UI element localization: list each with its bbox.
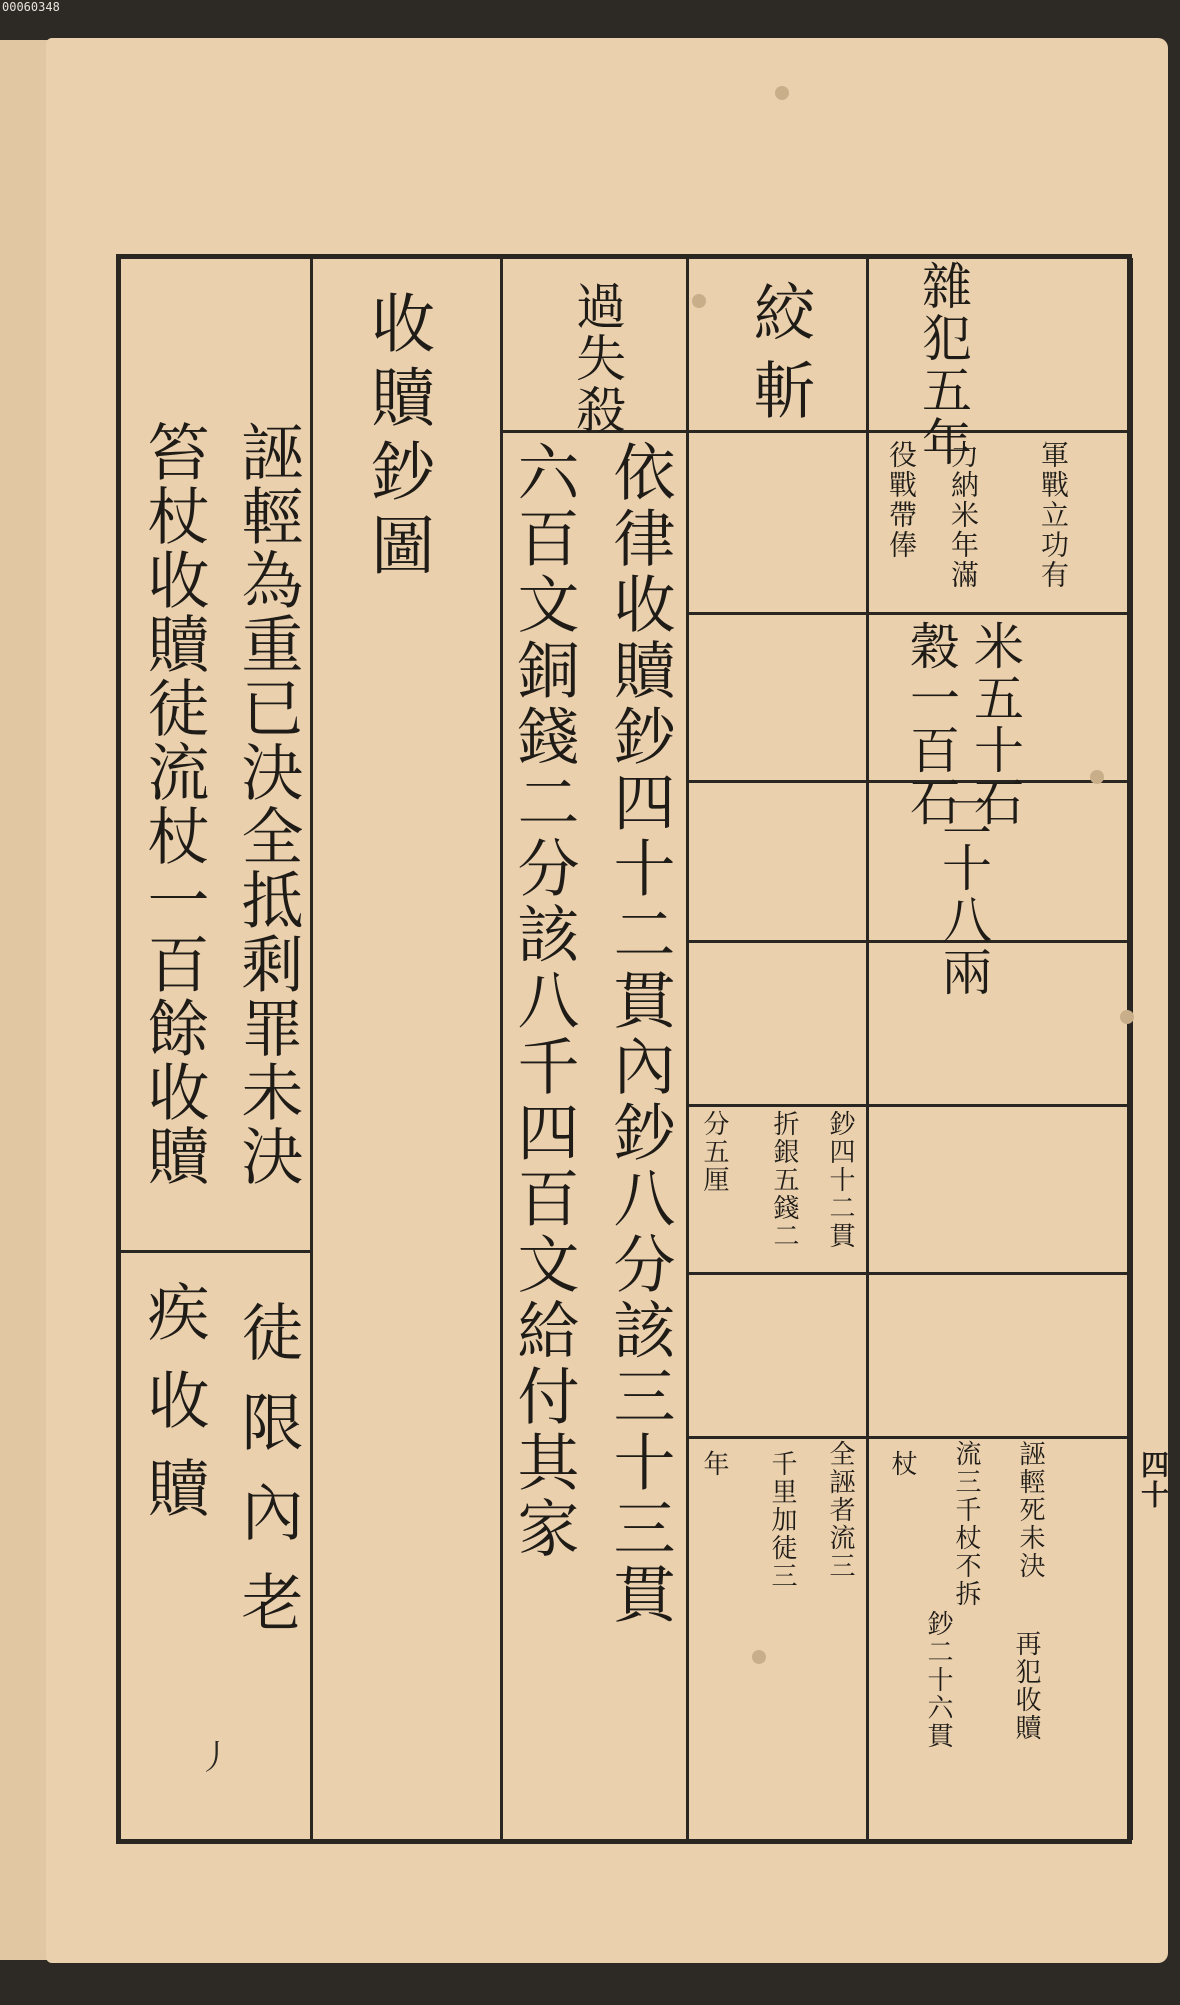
note-g2: 鈔二十六貫 [923, 1610, 953, 1750]
col-left-top: 誣輕為重已決全抵剩罪未決 [231, 420, 304, 1188]
header-col3: 雜犯五年 [914, 260, 972, 468]
ink-blot: 丿 [198, 1738, 232, 1778]
note-e3: 杖 [887, 1450, 917, 1478]
grid-line [686, 940, 1132, 943]
grid-line [686, 1436, 1132, 1439]
note-b2: 穀一百石 [902, 620, 960, 828]
grid-line [686, 612, 1132, 615]
main-text-2: 六百文銅錢二分該八千四百文給付其家 [507, 440, 580, 1562]
paper-hole [752, 1650, 766, 1664]
col-far-left-bottom: 疾收贖 [137, 1280, 210, 1544]
column-divider [686, 258, 689, 1840]
note-b1: 米五十石 [966, 620, 1024, 828]
note-d3: 分五厘 [699, 1110, 729, 1194]
col-left-bottom: 徒限內老 [231, 1300, 304, 1660]
grid-line [686, 1272, 1132, 1275]
main-text-1: 依律收贖鈔四十二貫內鈔八分該三十三貫 [603, 440, 676, 1628]
column-divider [500, 258, 503, 1840]
paper-hole [775, 86, 789, 100]
note-d2: 折銀五錢二 [769, 1110, 799, 1250]
note-a1: 軍戰立功有 [1037, 440, 1070, 590]
page-number: 四十 [1137, 1450, 1170, 1510]
paper-hole [692, 294, 706, 308]
note-a3: 役戰帶俸 [885, 440, 918, 560]
note-e1: 誣輕死未決 [1015, 1440, 1045, 1580]
header-crime: 過失殺 [568, 280, 626, 436]
note-f1: 全誣者流三 [825, 1440, 855, 1580]
page-title: 收贖鈔圖 [360, 290, 434, 586]
note-f2: 千里加徒三 [767, 1450, 797, 1590]
note-g1: 再犯收贖 [1011, 1630, 1041, 1742]
column-divider [1130, 258, 1133, 1840]
paper-hole [1120, 1010, 1134, 1024]
paper-hole [1090, 770, 1104, 784]
col-far-left-top: 笞杖收贖徒流杖一百餘收贖 [137, 420, 210, 1188]
note-a2: 力納米年滿 [947, 440, 980, 590]
note-f3: 年 [699, 1450, 729, 1478]
note-e2: 流三千杖不拆 [951, 1440, 981, 1608]
grid-line [120, 1250, 310, 1253]
scan-id: 00060348 [2, 0, 60, 14]
grid-line [686, 1104, 1132, 1107]
note-d1: 鈔四十二貫 [825, 1110, 855, 1250]
column-divider [310, 258, 313, 1840]
header-col2: 絞斬 [743, 280, 816, 436]
column-divider [866, 258, 869, 1840]
note-c1: 二十八兩 [934, 790, 992, 998]
